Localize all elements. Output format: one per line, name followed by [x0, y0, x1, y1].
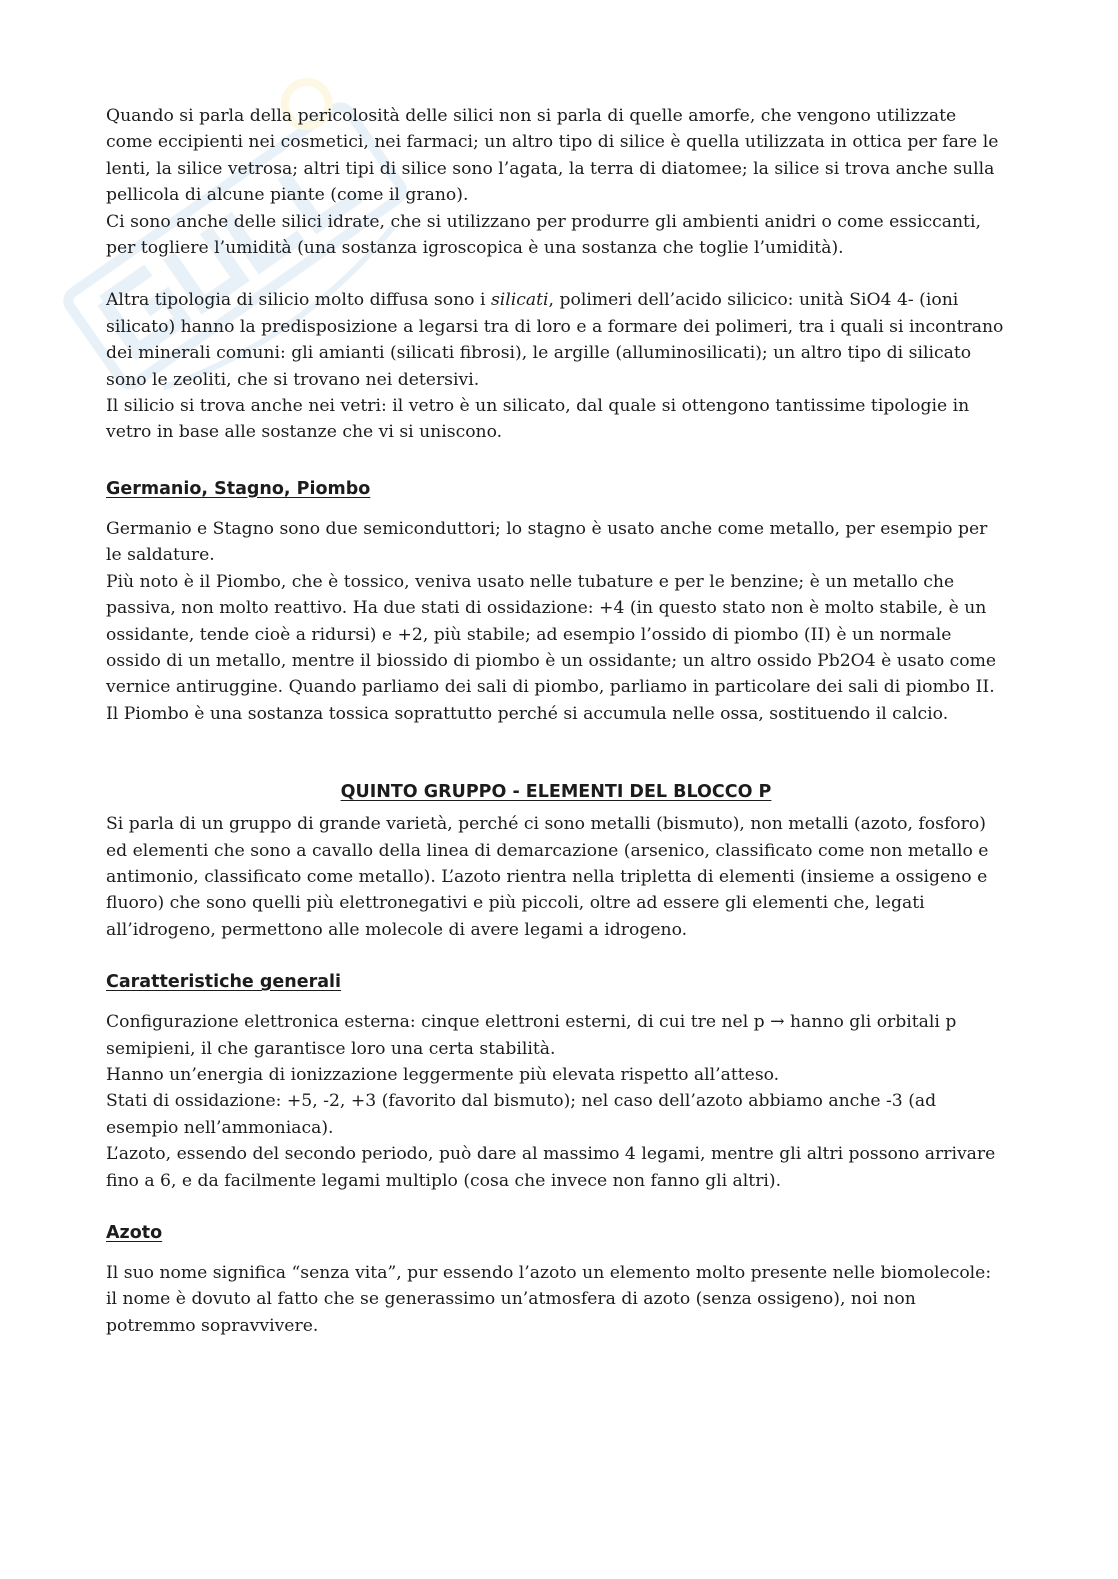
silicati-text-start: Altra tipologia di silicio molto diffusa sono i	[106, 290, 491, 311]
silici-paragraph-2: Ci sono anche delle silici idrate, che si utilizzano per produrre gli ambienti anidri o come essiccanti, per togliere l’umidità (una sostanza igroscopica è una sostanza che toglie l’umidità).	[106, 211, 981, 259]
vetri-paragraph: Il silicio si trova anche nei vetri: il vetro è un silicato, dal quale si ottengono tantissime tipologie in vetro in base alle sostanze che vi si uniscono.	[106, 396, 970, 443]
caratteristiche-paragraph-4: L’azoto, essendo del secondo periodo, può dare al massimo 4 legami, mentre gli altri possono arrivare fino a 6, e da facilmente legami multiplo (cosa che invece non fanno gli altri).	[106, 1144, 996, 1191]
azoto-heading: Azoto	[106, 1223, 163, 1243]
page-content	[106, 103, 1006, 1339]
germanio-heading: Germanio, Stagno, Piombo	[106, 478, 371, 499]
germanio-paragraph-4: Il Piombo è una sostanza tossica soprattutto perché si accumula nelle ossa, sostituendo il calcio.	[106, 703, 949, 724]
silicati-paragraph	[106, 287, 1006, 393]
germanio-paragraph-3: ossido di un metallo, mentre il biossido di piombo è un ossidante; un altro ossido Pb2O4 è usato come vernice antiruggine. Quando parliamo dei sali di piombo, parliamo in particolare dei sali di piombo II.	[106, 650, 997, 698]
caratteristiche-heading: Caratteristiche generali	[106, 972, 342, 993]
azoto-paragraph: Il suo nome significa “senza vita”, pur essendo l’azoto un elemento molto presente nelle biomolecole: il nome è dovuto al fatto che se generassimo un’atmosfera di azoto (senza ossigeno), noi non potremmo sopravvivere.	[106, 1263, 992, 1336]
quinto-gruppo-paragraph: Si parla di un gruppo di grande varietà, perché ci sono metalli (bismuto), non metalli (azoto, fosforo) ed elementi che sono a cavallo della linea di demarcazione (arsenico, classificato come non metallo e antimonio, classificato come metallo). L’azoto rientra nella tripletta di elementi (insieme a ossigeno e fluoro) che sono quelli più elettronegativi e più piccoli, oltre ad essere gli elementi che, legati all’idrogeno, permettono alle molecole di avere legami a idrogeno.	[106, 814, 989, 940]
silicati-term: silicati	[490, 290, 549, 311]
quinto-gruppo-heading: QUINTO GRUPPO - ELEMENTI DEL BLOCCO P	[340, 782, 772, 803]
germanio-paragraph-2: Più noto è il Piombo, che è tossico, veniva usato nelle tubature e per le benzine; è un metallo che passiva, non molto reattivo. Ha due stati di ossidazione: +4 (in questo stato non è molto stabile, è un ossidante, tende cioè a ridursi) e +2, più stabile; ad esempio l’ossido di piombo (II) è un normale	[106, 571, 987, 645]
caratteristiche-paragraph-2: Hanno un’energia di ionizzazione leggermente più elevata rispetto all’atteso.	[106, 1064, 780, 1085]
silici-paragraph-1: Quando si parla della pericolosità delle silici non si parla di quelle amorfe, che vengono utilizzate come eccipienti nei cosmetici, nei farmaci; un altro tipo di silice è quella utilizzata in ottica per fare le lenti, la silice vetrosa; altri tipi di silice sono l’agata, la terra di diatomee; la silice si trova anche sulla pellicola di alcune piante (come il grano).	[106, 106, 999, 206]
caratteristiche-paragraph-3: Stati di ossidazione: +5, -2, +3 (favorito dal bismuto); nel caso dell’azoto abbiamo anche -3 (ad esempio nell’ammoniaca).	[106, 1091, 937, 1138]
germanio-paragraph-1: Germanio e Stagno sono due semiconduttori; lo stagno è usato anche come metallo, per esempio per le saldature.	[106, 518, 988, 566]
caratteristiche-paragraph-1: Configurazione elettronica esterna: cinque elettroni esterni, di cui tre nel p → hanno gli orbitali p semipieni, il che garantisce loro una certa stabilità.	[106, 1012, 957, 1059]
silicati-text-end: , polimeri dell’acido silicico: unità SiO4 4- (ioni silicato) hanno la predisposizione a legarsi tra di loro e a formare dei polimeri, tra i quali si incontrano dei minerali comuni: gli amianti (silicati fibrosi), le argille (alluminosilicati); un altro tipo di silicato sono le zeoliti, che si trovano nei detersivi.	[106, 290, 1004, 390]
